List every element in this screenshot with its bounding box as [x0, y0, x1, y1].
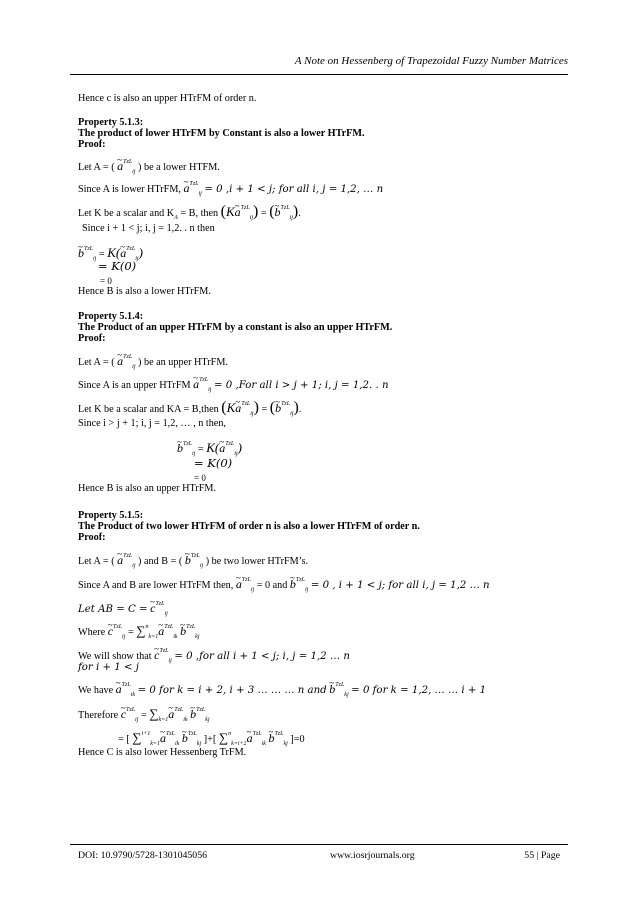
math-line: for i + 1 < j [78, 662, 139, 673]
text-line: Hence c is also an upper HTrFM of order n. [78, 93, 257, 104]
property-statement: The Product of an upper HTrFM by a constant is also an upper HTrFM. [78, 322, 393, 333]
math-line: Let A = ( ~ $a^{TzL}_{ij}$ ) be an upper HTrFM. [78, 351, 228, 373]
text-line: Hence C is also lower Hessenberg TrFM. [78, 747, 247, 758]
text-line: Hence B is also a lower HTrFM. [78, 286, 211, 297]
property-title: Property 5.1.4: [78, 311, 144, 322]
property-statement: The Product of two lower HTrFM of order n is also a lower HTrFM of order n. [78, 521, 420, 532]
math-line: = K(0) [194, 456, 233, 470]
math-line: = [ ∑$^{i+1}_{k=1}$~ $a^{TzL}_{ik}$ ~ $b^{TzL}_{kj}$ ]+[ ∑$^n_{k=i+2}$~ $a^{TzL}_{ik}$ ~ $b^{TzL}_{kj}$ ]=0 [118, 728, 305, 750]
math-line: = 0 [100, 276, 112, 286]
math-line: ~ $b^{TzL}_{ij}$ = K(~ $a^{TzL}_{ij}$) [177, 438, 242, 460]
math-line: Let A = ( ~ $a^{TzL}_{ij}$ ) be a lower HTFM. [78, 156, 220, 178]
math-line: Let AB = C = ~ $c^{TzL}_{ij}$ [78, 598, 168, 620]
property-title: Property 5.1.3: [78, 117, 144, 128]
math-line: Since i > j + 1; i, j = 1,2, … , n then, [78, 418, 226, 429]
math-line: Let K be a scalar and KA = B,then (K~ $a^{TzL}_{ij}$) = (~ $b^{TzL}_{ij}$). [78, 398, 301, 420]
header-rule [70, 74, 568, 75]
math-line: ~ $b^{TzL}_{ij}$ = K(~ $a^{TzL}_{ij}$) [78, 243, 143, 265]
footer-url[interactable]: www.iosrjournals.org [330, 850, 415, 861]
proof-label: Proof: [78, 139, 106, 150]
math-line: = 0 [194, 473, 206, 483]
footer-rule [70, 844, 568, 845]
math-line: Since i + 1 < j; i, j = 1,2. . n then [82, 223, 215, 234]
math-line: Since A and B are lower HTrFM then, ~ $a^{TzL}_{ij} = 0$ and ~ $b^{TzL}_{ij} = 0$ , i + 1 < j; for all i, j = 1,2 … n [78, 574, 490, 596]
property-title: Property 5.1.5: [78, 510, 144, 521]
proof-label: Proof: [78, 532, 106, 543]
math-line: Where ~ $c^{TzL}_{ij}$ = ∑$^n_{k=1}$~ $a^{TzL}_{ik}$ ~ $b^{TzL}_{kj}$ [78, 621, 200, 643]
proof-label: Proof: [78, 333, 106, 344]
math-line: Since A is lower HTrFM, ~ $a^{TzL}_{ij} = 0$ ,i + 1 < j; for all i, j = 1,2, … n [78, 178, 383, 200]
footer-doi: DOI: 10.9790/5728-1301045056 [78, 850, 207, 861]
property-statement: The product of lower HTrFM by Constant is also a lower HTrFM. [78, 128, 365, 139]
math-line: Let K be a scalar and $K_A = B$, then (K~ $a^{TzL}_{ij}$) = (~ $b^{TzL}_{ij}$). [78, 202, 301, 224]
text-line: Hence B is also an upper HTrFM. [78, 483, 216, 494]
math-line: Since A is an upper HTrFM ~ $a^{TzL}_{ij} = 0$ ,For all i > j + 1; i, j = 1,2. . n [78, 374, 389, 396]
math-line: = K(0) [98, 259, 137, 273]
footer-page-number: 55 | Page [524, 850, 560, 861]
math-line: We have ~ $a^{TzL}_{ik} = 0$ for k = i + 2, i + 3 … … … n and ~ $b^{TzL}_{kj} = 0$ for k = 1,2, … … i + 1 [78, 679, 486, 701]
math-line: Therefore ~ $c^{TzL}_{ij}$ = $\sum_{k=1}\sim$ $a^{TzL}_{ik}$ ~ $b^{TzL}_{kj}$ [78, 704, 210, 726]
math-line: Let A = ( ~ $a^{TzL}_{ij}$ ) and B = ( ~ $b^{TzL}_{ij}$ ) be two lower HTrFM’s. [78, 550, 308, 572]
math-line: We will show that ~ $c^{TzL}_{ij} = 0$ ,for all i + 1 < j; i, j = 1,2 … n [78, 645, 350, 667]
running-header: A Note on Hessenberg of Trapezoidal Fuzzy Number Matrices [294, 55, 568, 67]
